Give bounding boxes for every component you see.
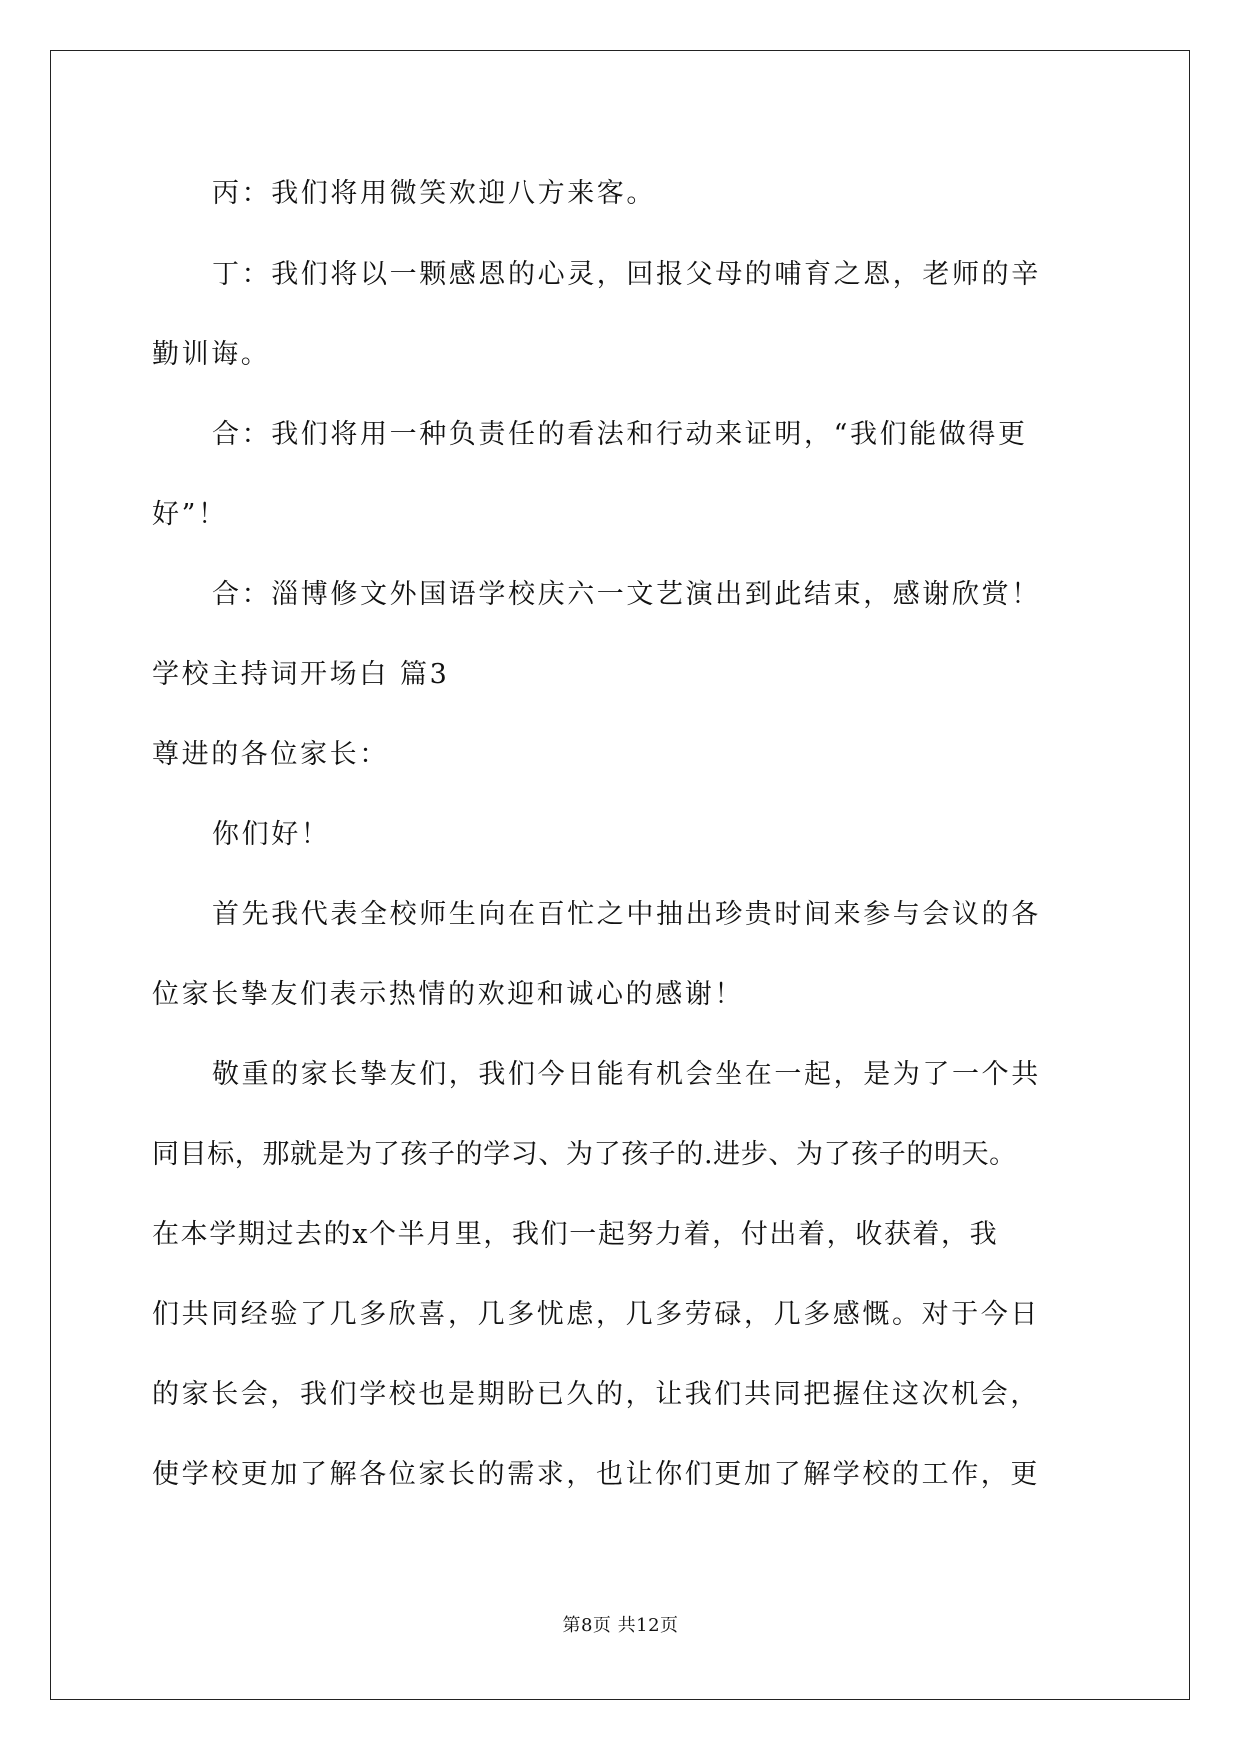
section-heading: 学校主持词开场白 篇3 (152, 659, 450, 690)
page-border (50, 50, 1190, 1700)
paragraph-line: 们共同经验了几多欣喜，几多忧虑，几多劳碌，几多感慨。对于今日 (152, 1299, 1040, 1330)
paragraph-line: 同目标，那就是为了孩子的学习、为了孩子的.进步、为了孩子的明天。 (152, 1139, 1017, 1170)
dialogue-line-he-1-cont: 好”！ (152, 499, 228, 530)
dialogue-line-he-2: 合：淄博修文外国语学校庆六一文艺演出到此结束，感谢欣赏！ (212, 579, 1041, 610)
paragraph-line: 使学校更加了解各位家长的需求，也让你们更加了解学校的工作，更 (152, 1459, 1040, 1490)
dialogue-line-ding-cont: 勤训诲。 (152, 339, 271, 370)
greeting: 你们好！ (212, 819, 331, 850)
paragraph-line: 在本学期过去的x个半月里，我们一起努力着，付出着，收获着，我 (152, 1219, 999, 1250)
paragraph-line: 首先我代表全校师生向在百忙之中抽出珍贵时间来参与会议的各 (212, 899, 1041, 930)
dialogue-line-he-1: 合：我们将用一种负责任的看法和行动来证明，“我们能做得更 (212, 419, 1028, 450)
dialogue-line-ding: 丁：我们将以一颗感恩的心灵，回报父母的哺育之恩，老师的辛 (212, 259, 1041, 290)
paragraph-line: 的家长会，我们学校也是期盼已久的，让我们共同把握住这次机会， (152, 1379, 1040, 1410)
page-number: 第8页 共12页 (562, 1615, 679, 1636)
paragraph-line: 敬重的家长挚友们，我们今日能有机会坐在一起，是为了一个共 (212, 1059, 1041, 1090)
dialogue-line-bing: 丙：我们将用微笑欢迎八方来客。 (212, 178, 656, 209)
salutation: 尊进的各位家长： (152, 739, 389, 770)
paragraph-line: 位家长挚友们表示热情的欢迎和诚心的感谢！ (152, 979, 744, 1010)
